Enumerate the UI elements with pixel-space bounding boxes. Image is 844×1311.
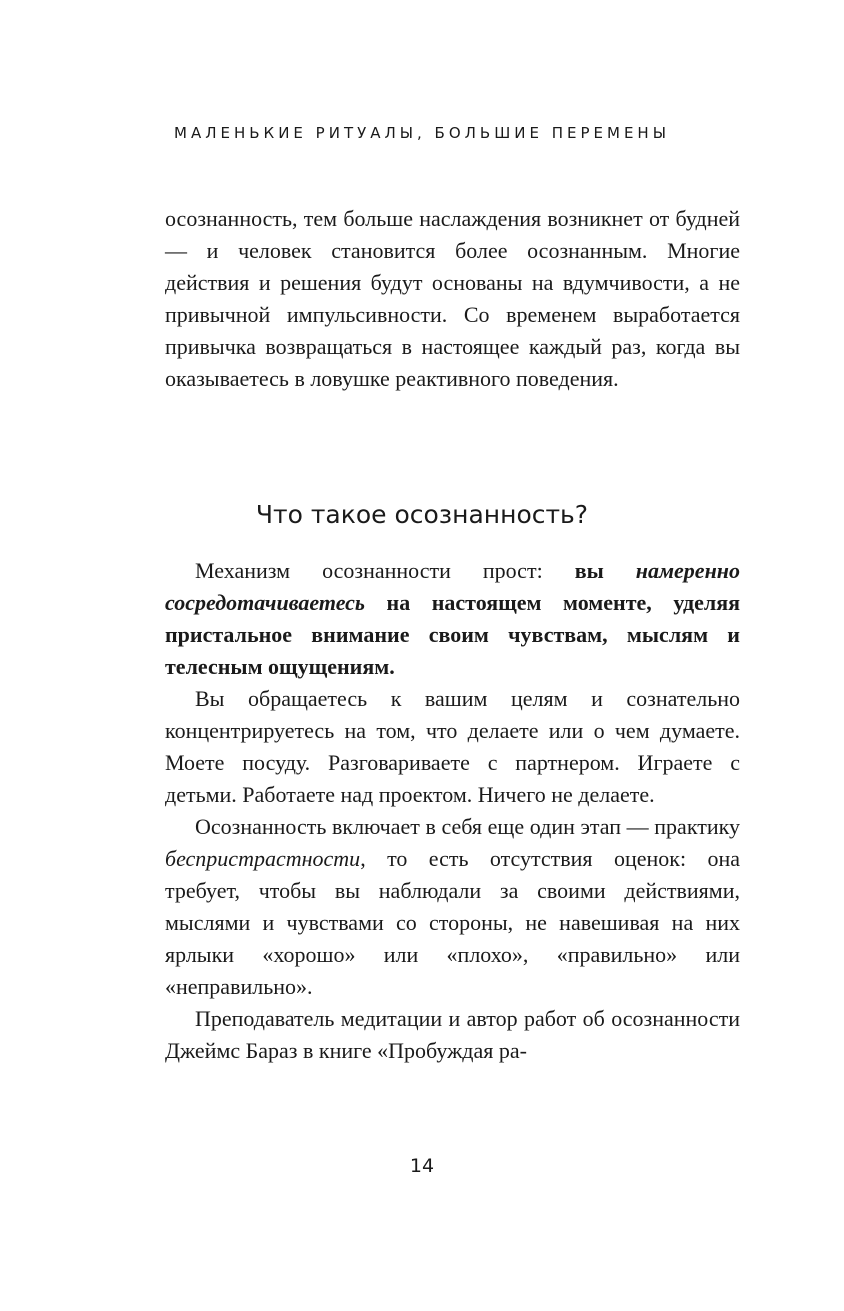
section-text-block bbox=[165, 555, 740, 1067]
definition-lead: Механизм осознанности прост: bbox=[195, 558, 575, 583]
intro-paragraph: осознанность, тем больше наслаждения возникнет от будней — и человек становится более осознанным. Многие действия и решения будут основаны на вдумчивости, а не привычной импульсивности. Со временем выработается привычка возвращаться в настоящее каждый раз, когда вы оказываетесь в ловушке реактивного поведения. bbox=[165, 206, 740, 391]
nonjudgment-italic: беспристрастности bbox=[165, 846, 361, 871]
paragraph-baraz: Преподаватель медитации и автор работ об осознанности Джеймс Бараз в книге «Пробуждая ра- bbox=[165, 1006, 740, 1063]
paragraph-goals: Вы обращаетесь к вашим целям и сознательно концентрируетесь на том, что делаете или о чем думаете. Моете посуду. Разговариваете с партнером. Играете с детьми. Работаете над проектом. Ничего не делаете. bbox=[165, 686, 740, 807]
intro-text-block bbox=[165, 203, 740, 395]
page-number: 14 bbox=[409, 1155, 435, 1177]
definition-bold-italic: намеренно сосредотачиваетесь bbox=[165, 558, 740, 615]
paragraph-definition bbox=[165, 555, 740, 683]
section-heading: Что такое осознанность? bbox=[255, 500, 589, 529]
definition-bold: вы намеренно сосредотачиваетесь на настоящем моменте, уделяя пристальное внимание своим чувствам, мыслям и телесным ощущениям. bbox=[165, 558, 740, 679]
running-header: МАЛЕНЬКИЕ РИТУАЛЫ, БОЛЬШИЕ ПЕРЕМЕНЫ bbox=[174, 124, 670, 142]
paragraph-nonjudgment: Осознанность включает в себя еще один этап — практику беспристрастности, то есть отсутствия оценок: она требует, чтобы вы наблюдали за своими действиями, мыслями и чувствами со стороны, не навешивая на них ярлыки «хорошо» или «плохо», «правильно» или «неправильно». bbox=[165, 814, 740, 999]
